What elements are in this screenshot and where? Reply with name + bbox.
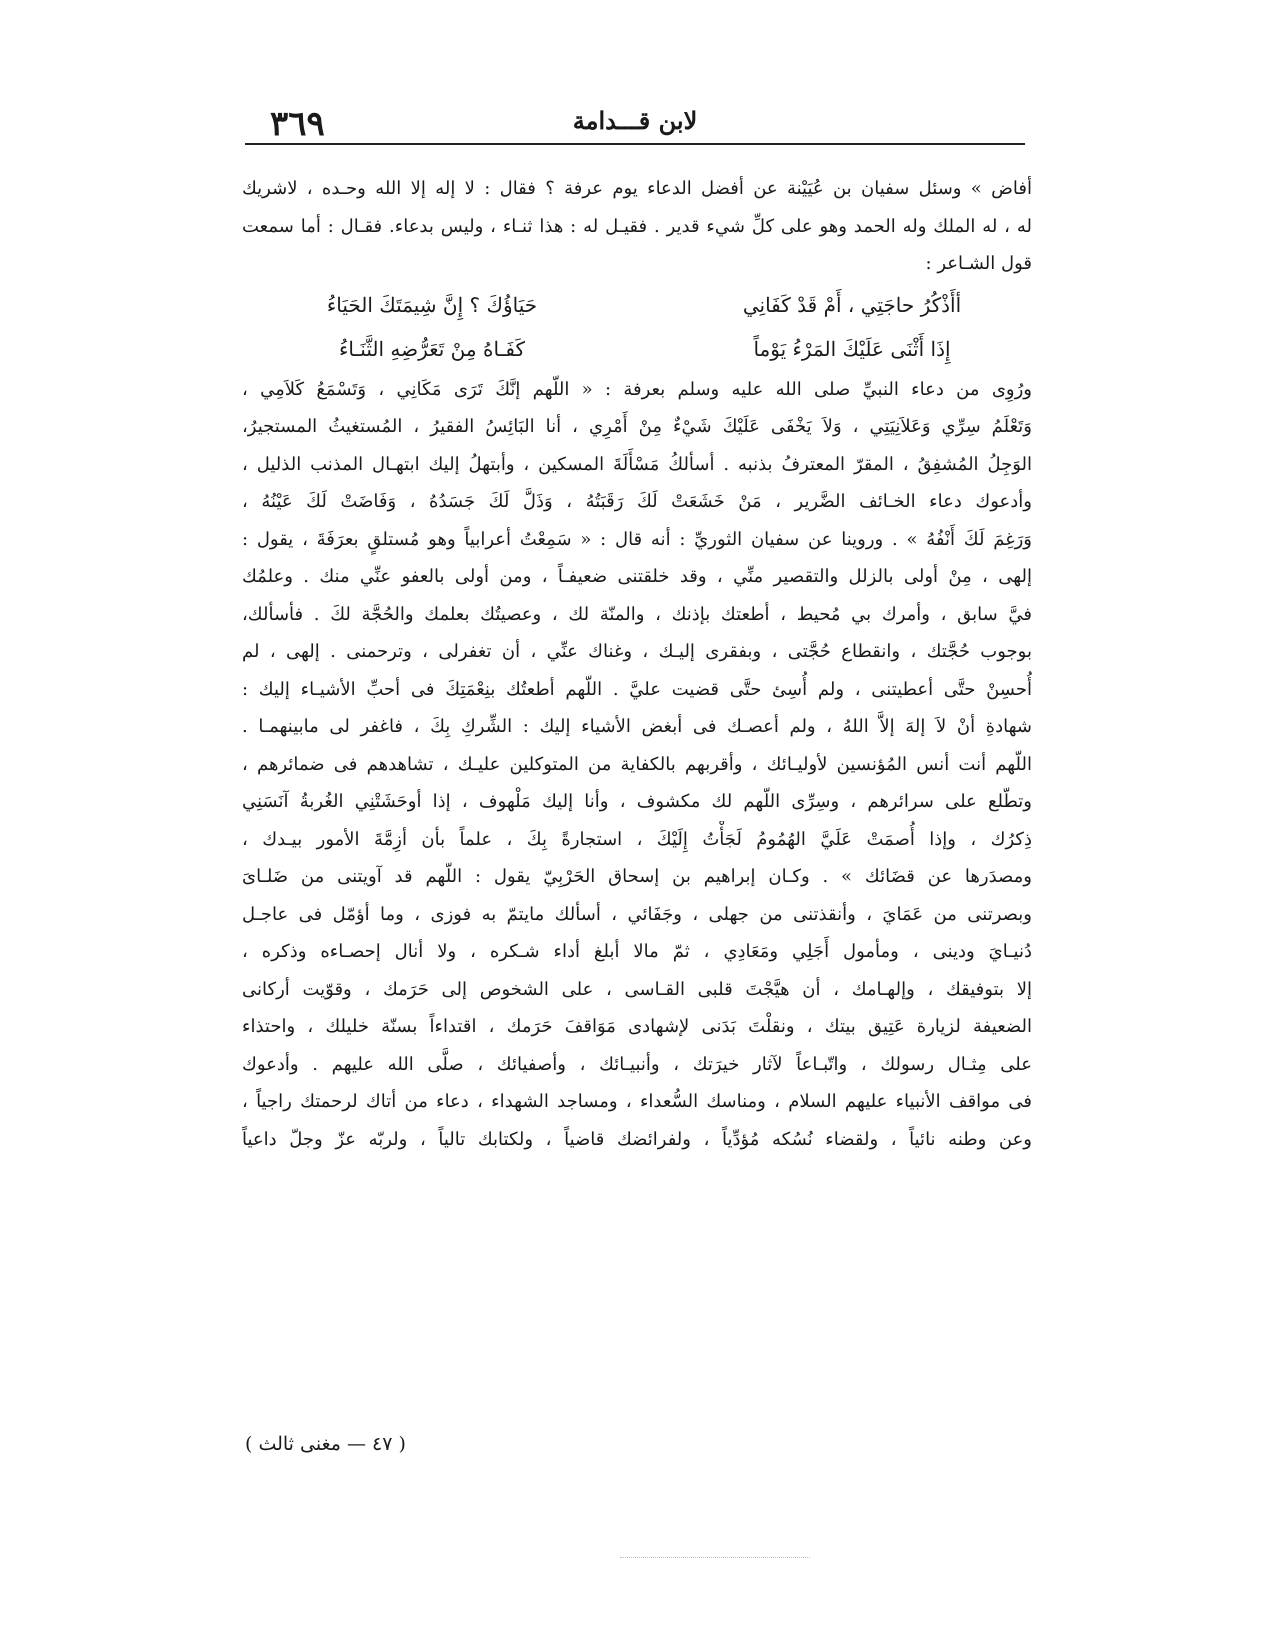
text-line: إلهى ، مِنْ أولى بالزلل والتقصير منِّي ، وقد خلقتنى ضعيفـاً ، ومن أولى بالعفو عنِّي منك . وعلمُك — [242, 566, 1032, 587]
page-header — [250, 96, 1020, 142]
text-line: وَرَغِمَ لَكَ أَنْفُهُ » . وروينا عن سفيان الثوريِّ : أنه قال : « سَمِعْتُ أعرابياً وهو مُستلقٍ بعرَفَةَ ، يقول : — [242, 528, 1032, 550]
text-line: وتطّلع على سرائرهم ، وسِرِّى اللّهم لك مكشوف ، وأنا إليك مَلْهوف ، إذا أوحَشَتْنِي الغُربةُ آنَسَنِي — [242, 791, 1032, 812]
text-line: الضعيفة لزيارة عَتِيق بيتك ، ونقلْتَ بَدَنى لإشهادى مَوَاقفَ حَرَمك ، اقتداءاً بسنّة خليلك ، واحتذاء — [242, 1016, 1032, 1037]
scan-speck — [620, 1557, 810, 1558]
header-rule — [245, 143, 1025, 145]
text-line: ورُوِى من دعاء النبيِّ صلى الله عليه وسلم بعرفة : « اللّهم إنَّكَ تَرَى مَكَانِي ، وَتَسْمَعُ كَلاَمِي ، — [242, 378, 1032, 400]
text-line: فيَّ سابق ، وأمرك بي مُحيط ، أطعتك بإذنك ، والمنّة لك ، وعصيتُك بعلمك والحُجَّة لكَ . فأسألك، — [242, 603, 1032, 625]
text-line: فى مواقف الأنبياء عليهم السلام ، ومناسك السُّعداء ، ومساجد الشهداء ، دعاء من أتاك لرحمتك راجياً ، — [242, 1091, 1032, 1112]
signature-mark: ( ٤٧ — مغنى ثالث ) — [245, 1433, 406, 1455]
verse-line — [242, 327, 1032, 371]
text-line: ومصدَرها عن قضَائك » . وكـان إبراهيم بن إسحاق الحَرْبِيّ يقول : اللّهم قد آويتنى من ضَلـاىَ — [242, 866, 1032, 887]
body-text — [242, 170, 1032, 1158]
text-line: ذِكرُك ، وإذا أُصمَتْ عَلَيَّ الهُمُومُ لَجَأْتُ إِلَيْكَ ، استجارةً بِكَ ، علماً بأن أزِمَّةَ الأمور بيـدك ، — [242, 828, 1032, 850]
text-line: شهادةِ أنْ لاَ إلهَ إلاَّ اللهُ ، ولم أعصـك فى أبغض الأشياء إليك : الشِّركِ بِكَ ، فاغفر لى مابينهمـا . — [242, 716, 1032, 737]
text-line: أفاض » وسئل سفيان بن عُيَيْنة عن أفضل الدعاء يوم عرفة ؟ فقال : لا إله إلا الله وحـده ، لاشريك — [242, 178, 1032, 199]
page-number: ٣٦٩ — [270, 104, 325, 144]
text-line: له ، له الملك وله الحمد وهو على كلِّ شيء قدير . فقيـل له : هذا ثنـاء ، وليس بدعاء. فقـال : أما سمعت — [242, 215, 1032, 237]
verse-second-hemistich: حَيَاؤُكَ ؟ إِنَّ شِيمَتَكَ الحَيَاءُ — [326, 292, 538, 317]
verse-second-hemistich: كَفَـاهُ مِنْ تَعَرُّضِهِ الثَّنَـاءُ — [338, 336, 526, 361]
verse-first-hemistich: إِذَا أَثْنَى عَلَيْكَ المَرْءُ يَوْماً — [753, 336, 951, 361]
text-line: بوجوب حُجَّتك ، وانقطاع حُجَّتى ، وبفقرى إليـك ، وغناك عنِّي ، أن تغفرلى ، وترحمنى . إلهى ، لم — [242, 641, 1032, 662]
text-line: دُنيـايَ ودينى ، ومأمول أَجَلِي ومَعَادِي ، ثمّ مالا أبلغ أداء شـكره ، ولا أنال إحصـاءه وذكره ، — [242, 941, 1032, 962]
text-line: وَتَعْلَمُ سِرِّي وَعَلاَنِيَتِي ، وَلاَ يَخْفَى عَلَيْكَ شَيْءٌ مِنْ أَمْرِي ، أنا البَائِسُ الفقيرُ ، المُستغيثُ المستجيرُ، — [242, 416, 1032, 437]
verse-line — [242, 283, 1032, 327]
text-line: اللّهم أنت أنس المُؤنسين لأوليـائك ، وأقربهم بالكفاية من المتوكلين عليـك ، تشاهدهم فى ضمائرهم ، — [242, 753, 1032, 775]
text-line: وبصرتنى من عَمَايَ ، وأنقذتنى من جهلى ، وجَفَائي ، أسألك مايتمّ به فوزى ، وما أؤمّل فى عاجـل — [242, 903, 1032, 925]
text-line: أُحسِنْ حتَّى أعطيتنى ، ولم أُسِئ حتَّى قضيت عليَّ . اللّهم أطعتُك بنِعْمَتِكَ فى أحبِّ الأشيـاء إليك : — [242, 678, 1032, 700]
text-line: وعن وطنه نائياً ، ولقضاء نُسُكه مُؤدِّياً ، ولفرائضك قاضياً ، ولكتابك تالياً ، ولربّه عزّ وجلّ داعياً — [242, 1128, 1032, 1150]
text-line: وأدعوك دعاء الخـائف الضَّرير ، مَنْ خَشَعَتْ لَكَ رَقَبَتُهُ ، وَذَلَّ لَكَ جَسَدُهُ ، وَفَاضَتْ لَكَ عَيْنُهُ ، — [242, 491, 1032, 512]
text-line: الوَجِلُ المُشفِقُ ، المقرّ المعترفُ بذنبه . أسألكُ مَسْأَلَةَ المسكين ، وأبتهلُ إليك ابتهـال المذنب الذليل ، — [242, 453, 1032, 475]
text-line: قول الشـاعر : — [925, 253, 1032, 274]
text-line: إلا بتوفيقك ، وإلهـامك ، أن هيَّجْتَ قلبى القـاسى ، على الشخوص إلى حَرَمك ، وقوّيت أركانى — [242, 978, 1032, 1000]
text-line: على مِثـال رسولك ، واتّبـاعاً لآثار خيرَتك ، وأنبيـائك ، وأصفيائك ، صلَّى الله عليهم . وأدعوك — [242, 1053, 1032, 1075]
running-title: لابن قـــدامة — [572, 106, 698, 135]
verse-first-hemistich: أأَذْكُرُ حاجَتِي ، أَمْ قَدْ كَفَانِي — [742, 292, 962, 317]
